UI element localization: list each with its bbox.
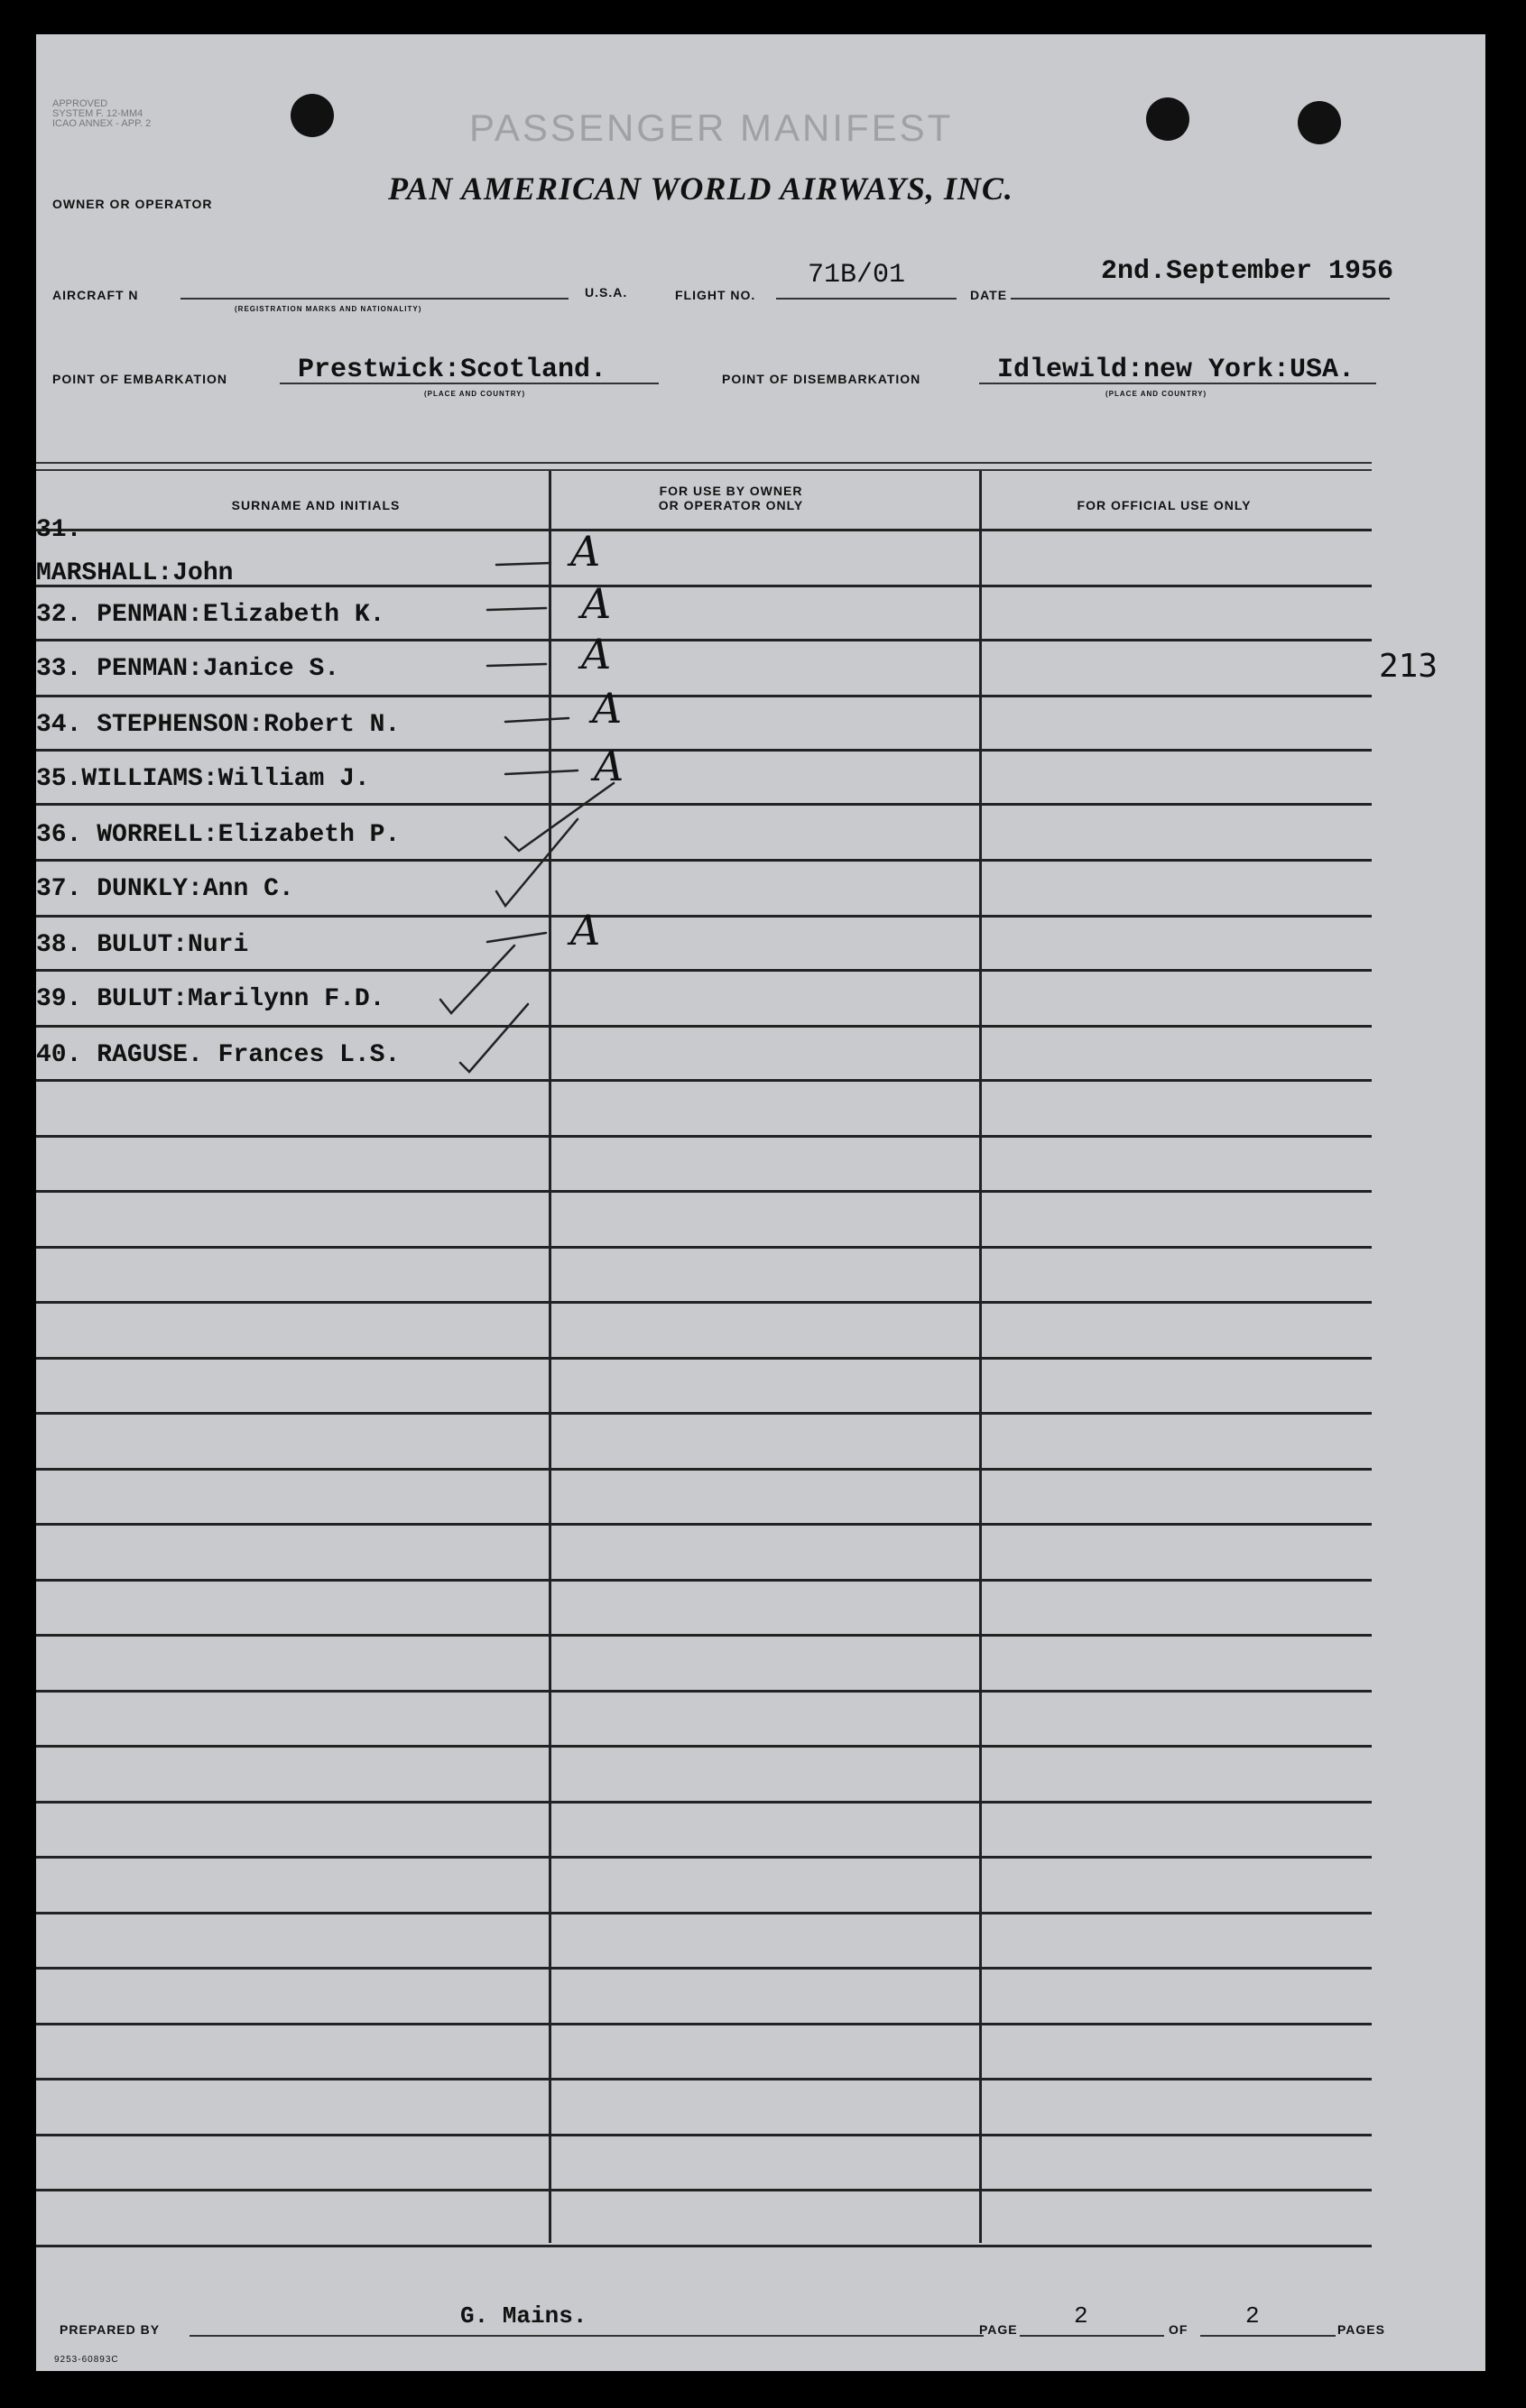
date-label: DATE <box>970 288 1008 302</box>
form-number: 9253-60893C <box>54 2355 119 2365</box>
table-row-line <box>36 1246 1372 1249</box>
handwritten-marks <box>36 34 1485 1207</box>
col-header-official-use: FOR OFFICIAL USE ONLY <box>1077 498 1252 512</box>
prepared-by-value: G. Mains. <box>460 2302 587 2330</box>
table-row-line <box>36 1357 1372 1360</box>
table-row-line <box>36 1523 1372 1526</box>
date-value: 2nd.September 1956 <box>1101 256 1394 287</box>
passenger-number: 40. <box>36 1041 82 1069</box>
mark-a-33: A <box>581 630 612 678</box>
side-number: 213 <box>1379 648 1438 685</box>
page-label: PAGE <box>979 2322 1018 2337</box>
table-row-line <box>36 1412 1372 1415</box>
table-row-line <box>36 1301 1372 1304</box>
passenger-number: 37. <box>36 875 82 903</box>
passenger-number: 32. <box>36 601 82 629</box>
aircraft-sublabel: (REGISTRATION MARKS AND NATIONALITY) <box>235 305 422 313</box>
disembarkation-label: POINT OF DISEMBARKATION <box>722 372 921 386</box>
passenger-number: 35. <box>36 765 82 793</box>
mark-a-34: A <box>592 684 623 733</box>
table-row-line <box>36 1801 1372 1804</box>
disembarkation-value: Idlewild:new York:USA. <box>997 355 1355 385</box>
nationality: U.S.A. <box>585 285 628 300</box>
col-header-owner-use: FOR USE BY OWNER OR OPERATOR ONLY <box>658 484 804 512</box>
table-row-line <box>36 1634 1372 1637</box>
passenger-name: BULUT:Marilynn F.D. <box>97 985 385 1013</box>
table-row-line <box>36 2245 1372 2247</box>
table-row-line <box>36 1912 1372 1914</box>
dash-31 <box>496 563 550 565</box>
of-label: OF <box>1169 2322 1188 2337</box>
passenger-name: STEPHENSON:Robert N. <box>97 711 401 739</box>
flight-label: FLIGHT NO. <box>675 288 756 302</box>
table-row-line <box>36 1745 1372 1748</box>
dash-35 <box>505 770 578 774</box>
dash-33 <box>487 664 546 666</box>
dash-38 <box>487 933 546 942</box>
passenger-name: BULUT:Nuri <box>97 931 249 959</box>
mark-a-35: A <box>594 742 624 790</box>
embark-place-sublabel: (PLACE AND COUNTRY) <box>424 390 526 398</box>
table-row-line <box>36 1690 1372 1693</box>
dash-32 <box>487 608 546 610</box>
passenger-name: RAGUSE. Frances L.S. <box>97 1041 401 1069</box>
passenger-31-number: 31. <box>36 516 82 544</box>
owner-label: OWNER OR OPERATOR <box>52 197 213 211</box>
passenger-name: WORRELL:Elizabeth P. <box>97 821 401 849</box>
mark-a-31: A <box>570 527 601 576</box>
check-39 <box>440 946 514 1013</box>
disembark-place-sublabel: (PLACE AND COUNTRY) <box>1105 390 1207 398</box>
pages-label: PAGES <box>1337 2322 1385 2337</box>
check-40 <box>460 1004 528 1072</box>
form-title: PASSENGER MANIFEST <box>469 106 954 149</box>
table-row-line <box>36 1856 1372 1859</box>
aircraft-label: AIRCRAFT N <box>52 288 139 302</box>
passenger-name: WILLIAMS:William J. <box>81 765 370 793</box>
passenger-number: 38. <box>36 931 82 959</box>
flight-number: 71B/01 <box>808 260 906 291</box>
table-row-line <box>36 1967 1372 1970</box>
page-total: 2 <box>1245 2302 1260 2330</box>
check-37 <box>496 819 578 906</box>
owner-name: PAN AMERICAN WORLD AIRWAYS, INC. <box>388 171 1013 207</box>
passenger-number: 36. <box>36 821 82 849</box>
passenger-number: 39. <box>36 985 82 1013</box>
prepared-by-label: PREPARED BY <box>60 2322 161 2337</box>
table-row-line <box>36 2189 1372 2191</box>
prepared-by-underline <box>190 2335 984 2337</box>
table-row-line <box>36 1468 1372 1471</box>
total-underline <box>1200 2335 1336 2337</box>
embarkation-label: POINT OF EMBARKATION <box>52 372 227 386</box>
mark-a-38: A <box>570 906 601 955</box>
mark-a-32: A <box>581 579 612 628</box>
table-row-line <box>36 2023 1372 2025</box>
page-underline <box>1020 2335 1164 2337</box>
dash-34 <box>505 718 569 722</box>
passenger-name: PENMAN:Janice S. <box>97 655 340 683</box>
manifest-sheet <box>36 34 1485 2371</box>
col-header-surname: SURNAME AND INITIALS <box>231 498 401 512</box>
table-row-line <box>36 2078 1372 2080</box>
page-number: 2 <box>1074 2302 1088 2330</box>
passenger-31-name: MARSHALL:John <box>36 559 234 587</box>
table-row-line <box>36 1579 1372 1582</box>
passenger-number: 33. <box>36 655 82 683</box>
passenger-name: PENMAN:Elizabeth K. <box>97 601 385 629</box>
table-row-line <box>36 2134 1372 2136</box>
passenger-number: 34. <box>36 711 82 739</box>
embarkation-value: Prestwick:Scotland. <box>298 355 607 385</box>
passenger-name: DUNKLY:Ann C. <box>97 875 294 903</box>
approval-note: APPROVED SYSTEM F. 12-MM4 ICAO ANNEX - APP. 2 <box>52 98 152 129</box>
